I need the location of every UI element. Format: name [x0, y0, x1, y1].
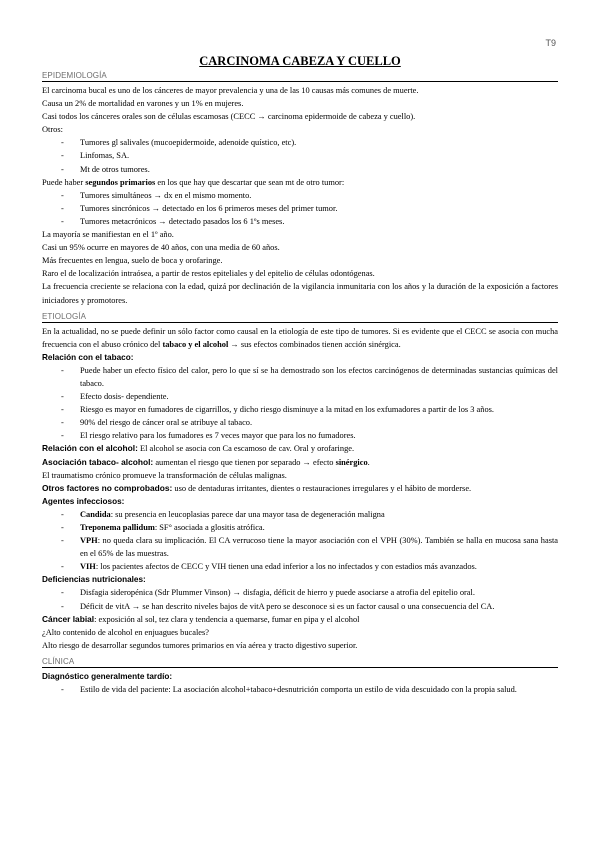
- list-item: - Puede haber un efecto físico del calor, pero lo que sí se ha demostrado son los efectos carcinógenos de determinadas sustancias químicas del tabaco.: [42, 364, 558, 390]
- list-item: - Tumores metacrónicos → detectado pasados los 6 1ºs meses.: [42, 215, 558, 228]
- document-title: CARCINOMA CABEZA Y CUELLO: [199, 54, 401, 68]
- text-span: .: [367, 457, 370, 467]
- subheading: Relación con el tabaco:: [42, 352, 134, 362]
- list-item: [42, 508, 558, 521]
- paragraph: La frecuencia creciente se relaciona con la edad, quizá por declinación de la vigilancia inmunitaria con los años y la duración de la exposición a factores iniciadores y promotores.: [42, 282, 558, 305]
- paragraph: Raro el de localización intraósea, a partir de restos epiteliales y del epitelio de células odontógenas.: [42, 269, 375, 279]
- clinica-list: [42, 683, 558, 696]
- paragraph: Casi un 95% ocurre en mayores de 40 años, con una media de 60 años.: [42, 243, 280, 253]
- list-item: - Linfomas, SA.: [42, 149, 558, 162]
- paragraph: Casi todos los cánceres orales son de células escamosas (CECC → carcinoma epidermoide de cabeza y cuello).: [42, 112, 416, 122]
- paragraph: [42, 442, 558, 455]
- list-item: - Tumores sincrónicos → detectado en los 6 primeros meses del primer tumor.: [42, 202, 558, 215]
- document-page: [42, 36, 558, 696]
- subheading: Diagnóstico generalmente tardío:: [42, 671, 173, 681]
- subheading: Relación con el alcohol:: [42, 443, 138, 454]
- text-span: : SF° asociada a glositis atrófica.: [154, 523, 265, 532]
- paragraph: El carcinoma bucal es uno de los cánceres de mayor prevalencia y una de las 10 causas más comunes de muerte.: [42, 86, 419, 95]
- paragraph: Causa un 2% de mortalidad en varones y un 1% en mujeres.: [42, 99, 244, 109]
- subheading: Cáncer labial: [42, 613, 95, 624]
- otros-list: [42, 136, 558, 175]
- agentes-list: [42, 508, 558, 573]
- list-item: - El riesgo relativo para los fumadores es 7 veces mayor que para los no fumadores.: [42, 429, 558, 442]
- text-span: : los pacientes afectos de CECC y VIH tienen una edad inferior a los no infectados y con estadios más avanzados.: [95, 562, 477, 572]
- bold-term: VIH: [80, 562, 96, 572]
- paragraph: El traumatismo crónico promueve la transformación de células malignas.: [42, 470, 287, 480]
- text-span: : no queda clara su implicación. El CA verrucoso tiene la mayor asociación con el VPH (30%). También se halla en mucosa sana hasta en el 65% de las muestras.: [80, 536, 558, 559]
- bold-term: Candida: [80, 509, 111, 519]
- bold-term: VPH: [80, 536, 98, 546]
- deficiencias-list: [42, 586, 558, 612]
- list-item: - Déficit de vitA → se han descrito niveles bajos de vitA pero se desconoce si es un factor causal o una consecuencia del CA.: [42, 600, 558, 613]
- bold-term: tabaco y el alcohol: [162, 339, 229, 349]
- paragraph: [42, 482, 558, 495]
- text-span: En la actualidad, no se puede definir un sólo factor como causal en la etiología de este tipo de tumores. Si es evidente que el CECC se asocia con mucha frecuencia con el abuso crónico del: [42, 326, 558, 349]
- list-item: [42, 560, 558, 573]
- text-span: en los que hay que descartar que sean mt de otro tumor:: [155, 177, 345, 187]
- paragraph: Otros:: [42, 125, 63, 135]
- list-item: - Efecto dosis- dependiente.: [42, 390, 558, 403]
- paragraph: Más frecuentes en lengua, suelo de boca y orofaringe.: [42, 256, 223, 266]
- subheading: Otros factores no comprobados:: [42, 482, 173, 493]
- section-heading-clinica: CLÍNICA: [42, 656, 558, 668]
- list-item: - Tumores simultáneos → dx en el mismo momento.: [42, 189, 558, 202]
- subheading: Asociación tabaco- alcohol:: [42, 456, 154, 467]
- list-item: - Riesgo es mayor en fumadores de cigarrillos, y dicho riesgo disminuye a la mitad en los exfumadores a partir de los 3 años.: [42, 403, 558, 416]
- paragraph: La mayoría se manifiestan en el 1º año.: [42, 230, 174, 240]
- paragraph: ¿Alto contenido de alcohol en enjuagues bucales?: [42, 627, 209, 637]
- text-span: Puede haber: [42, 177, 86, 187]
- text-span: El alcohol se asocia con Ca escamoso de cav. Oral y orofaringe.: [137, 444, 355, 454]
- section-heading-epidemiologia: EPIDEMIOLOGÍA: [42, 70, 558, 82]
- bold-term: Treponema pallidum: [80, 523, 155, 532]
- tabaco-list: [42, 364, 558, 443]
- paragraph: [42, 456, 558, 469]
- list-item: - Estilo de vida del paciente: La asociación alcohol+tabaco+desnutrición comporta un estilo de vida descuidado con la propia salud.: [42, 683, 558, 696]
- paragraph: [42, 176, 558, 189]
- list-item: - 90% del riesgo de cáncer oral se atribuye al tabaco.: [42, 416, 558, 429]
- bold-term: segundos primarios: [85, 177, 156, 187]
- section-heading-etiologia: ETIOLOGÍA: [42, 311, 558, 323]
- list-item: - Mt de otros tumores.: [42, 163, 558, 176]
- subheading: Deficiencias nutricionales:: [42, 575, 146, 585]
- text-span: : exposición al sol, tez clara y tendencia a quemarse, fumar en pipa y el alcohol: [94, 614, 360, 624]
- paragraph: Alto riesgo de desarrollar segundos tumores primarios en vía aérea y tracto digestivo superior.: [42, 640, 358, 650]
- page-number: T9: [545, 38, 556, 48]
- paragraph: [42, 613, 558, 626]
- list-item: [42, 521, 558, 534]
- paragraph: [42, 325, 558, 351]
- text-span: aumentan el riesgo que tienen por separado → efecto: [153, 457, 336, 467]
- text-span: uso de dentaduras irritantes, dientes o restauraciones irregulares y el hábito de morderse.: [172, 483, 472, 493]
- text-span: → sus efectos combinados tienen acción sinérgica.: [228, 339, 401, 349]
- text-span: : su presencia en leucoplasias parece dar una mayor tasa de degeneración maligna: [110, 509, 385, 519]
- list-item: [42, 534, 558, 560]
- bold-term: sinérgico: [335, 457, 368, 467]
- list-item: - Tumores gl salivales (mucoepidermoide, adenoide quístico, etc).: [42, 136, 558, 149]
- list-item: - Disfagia sideropénica (Sdr Plummer Vinson) → disfagia, déficit de hierro y puede asociarse a atrofia del epitelio oral.: [42, 586, 558, 599]
- segundos-list: [42, 189, 558, 228]
- subheading: Agentes infecciosos:: [42, 496, 125, 506]
